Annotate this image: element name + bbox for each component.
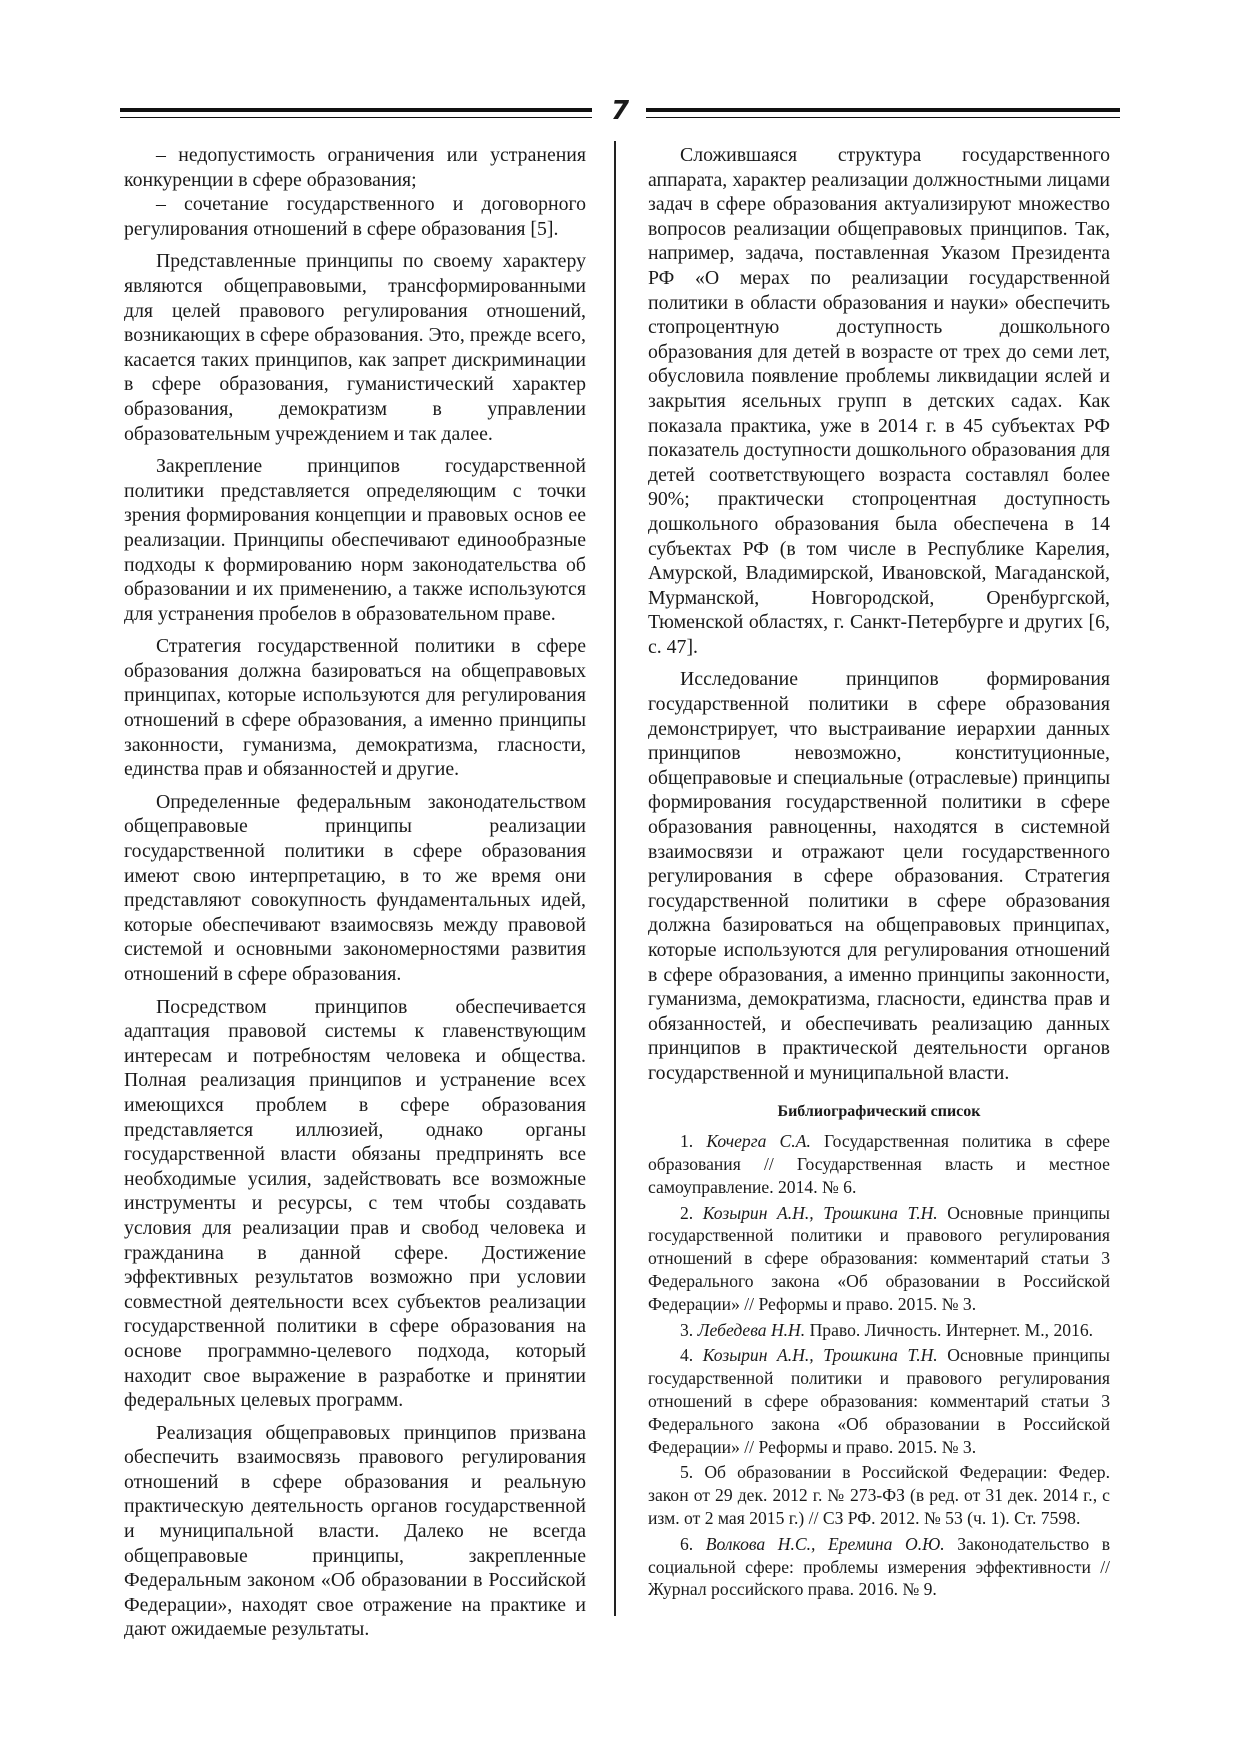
bib-num: 2. (680, 1202, 694, 1223)
page-header (0, 96, 1241, 128)
bibliography-item (648, 1202, 1110, 1316)
paragraph: Определенные федеральным законодательством общеправовые принципы реализации государственной политики в сфере образования имеют свою интерпретацию, в то же время они представляют совокупность фундаментальных идей, которые обеспечивают взаимосвязь между правовой системой и основными закономерностями развития отношений в сфере образования. (124, 790, 586, 985)
paragraph: Закрепление принципов государственной политики представляется определяющим с точки зрения формирования концепции и правовых основ ее реализации. Принципы обеспечивают единообразные подходы к формированию норм законодательства об образовании и их применению, а также используются для устранения пробелов в образовательном праве. (124, 455, 586, 625)
paragraph: Посредством принципов обеспечивается адаптация правовой системы к главенствующим интересам и потребностям человека и общества. Полная реализация принципов и устранение всех имеющихся проблем в сфере образования представляется иллюзией, однако органы государственной власти обязаны предпринять все необходимые усилия, задействовать все возможные инструменты и ресурсы, с тем чтобы создавать условия для реализации прав и свобод человека и гражданина в данной сфере. Достижение эффективных результатов возможно при условии совместной деятельности всех субъектов реализации государственной политики в сфере образования на основе программно-целевого подхода, который находит свое выражение в разработке и принятии федеральных целевых программ. (124, 995, 586, 1412)
bibliography-item (648, 1533, 1110, 1601)
paragraph: – недопустимость ограничения или устранения конкуренции в сфере образования; (124, 144, 586, 191)
paragraph: Стратегия государственной политики в сфере образования должна базироваться на общеправовых принципах, которые используются для регулирования отношений в сфере образования, а именно принципы законности, гуманизма, демократизма, гласности, единства прав и обязанностей и другие. (124, 635, 586, 781)
bib-text: Основные принципы государственной политики и правового регулирования отношений в сфере образования: комментарий статьи 3 Федерального закона «Об образовании в Российской Федерации» // Реформы и право. 2015. № 3. (648, 1202, 1111, 1314)
bib-num: 3. (680, 1319, 694, 1340)
bib-author: Козырин А.Н., Трошкина Т.Н. (702, 1202, 938, 1223)
bib-text: Право. Личность. Интернет. М., 2016. (809, 1319, 1094, 1340)
bibliography-item (648, 1461, 1110, 1529)
header-rule-left (120, 108, 592, 118)
header-rule-right (646, 108, 1120, 118)
bibliography-item (648, 1319, 1110, 1342)
page-number: 7 (610, 96, 630, 126)
bib-text: Законодательство в социальной сфере: проблемы измерения эффективности // Журнал российского права. 2016. № 9. (648, 1533, 1111, 1600)
column-divider (614, 141, 616, 1616)
bib-text: Основные принципы государственной политики и правового регулирования отношений в сфере образования: комментарий статьи 3 Федерального закона «Об образовании в Российской Федерации» // Реформы и право. 2015. № 3. (648, 1345, 1111, 1457)
bibliography-item (648, 1344, 1110, 1458)
right-column (648, 143, 1110, 1601)
bibliography-list (648, 1130, 1110, 1601)
bib-author: Лебедева Н.Н. (697, 1319, 806, 1340)
bib-num: 4. (680, 1345, 694, 1366)
bib-text: Об образовании в Российской Федерации: Федер. закон от 29 дек. 2012 г. № 273-ФЗ (в ред. от 31 дек. 2014 г., с изм. от 2 мая 2015 г.) // СЗ РФ. 2012. № 53 (ч. 1). Ст. 7598. (648, 1462, 1111, 1528)
bib-num: 5. (680, 1462, 694, 1483)
bib-author: Кочерга С.А. (706, 1131, 811, 1152)
paragraph: Сложившаяся структура государственного аппарата, характер реализации должностными лицами задач в сфере образования актуализируют множество вопросов реализации общеправовых принципов. Так, например, задача, поставленная Указом Президента РФ «О мерах по реализации государственной политики в области образования и науки» обеспечить стопроцентную доступность дошкольного образования для детей в возрасте от трех до семи лет, обусловила появление проблемы ликвидации яслей и закрытия ясельных групп в детских садах. Как показала практика, уже в 2014 г. в 45 субъектах РФ показатель доступности дошкольного образования для детей соответствующего возраста составлял более 90%; практически стопроцентная доступность дошкольного образования была обеспечена в 14 субъектах РФ (в том числе в Республике Карелия, Амурской, Владимирской, Ивановской, Магаданской, Мурманской, Новгородской, Оренбургской, Тюменской областях, г. Санкт-Петербурге и других [6, с. 47]. (648, 144, 1110, 658)
bib-num: 1. (680, 1131, 694, 1152)
bib-author: Козырин А.Н., Трошкина Т.Н. (702, 1345, 938, 1366)
bibliography-item (648, 1130, 1110, 1198)
paragraph: Представленные принципы по своему характеру являются общеправовыми, трансформированными для целей правового регулирования отношений, возникающих в сфере образования. Это, прежде всего, касается таких принципов, как запрет дискриминации в сфере образования, гуманистический характер образования, демократизм в управлении образовательным учреждением и так далее. (124, 250, 586, 445)
bib-author: Волкова Н.С., Еремина О.Ю. (705, 1533, 945, 1554)
bibliography-title: Библиографический список (777, 1102, 981, 1120)
paragraph: Исследование принципов формирования государственной политики в сфере образования демонстрирует, что выстраивание иерархии данных принципов невозможно, конституционные, общеправовые и специальные (отраслевые) принципы формирования государственной политики в сфере образования равноценны, находятся в системной взаимосвязи и отражают цели государственного регулирования в сфере образования. Стратегия государственной политики в сфере образования должна базироваться на общеправовых принципах, которые используются для регулирования отношений в сфере образования, а именно принципы законности, гуманизма, демократизма, гласности, единства прав и обязанностей, и обеспечивать реализацию данных принципов в практической деятельности органов государственной и муниципальной власти. (648, 668, 1110, 1084)
bib-text: Государственная политика в сфере образования // Государственная власть и местное самоуправление. 2014. № 6. (648, 1131, 1110, 1197)
paragraph: – сочетание государственного и договорного регулирования отношений в сфере образования [5]. (124, 193, 586, 240)
left-column (124, 143, 586, 1642)
paragraph: Реализация общеправовых принципов призвана обеспечить взаимосвязь правового регулирования отношений в сфере образования и реальную практическую деятельность органов государственной и муниципальной власти. Далеко не всегда общеправовые принципы, закрепленные Федеральным законом «Об образовании в Российской Федерации», находят свое отражение на практике и дают ожидаемые результаты. (124, 1421, 586, 1641)
bib-num: 6. (680, 1533, 694, 1554)
